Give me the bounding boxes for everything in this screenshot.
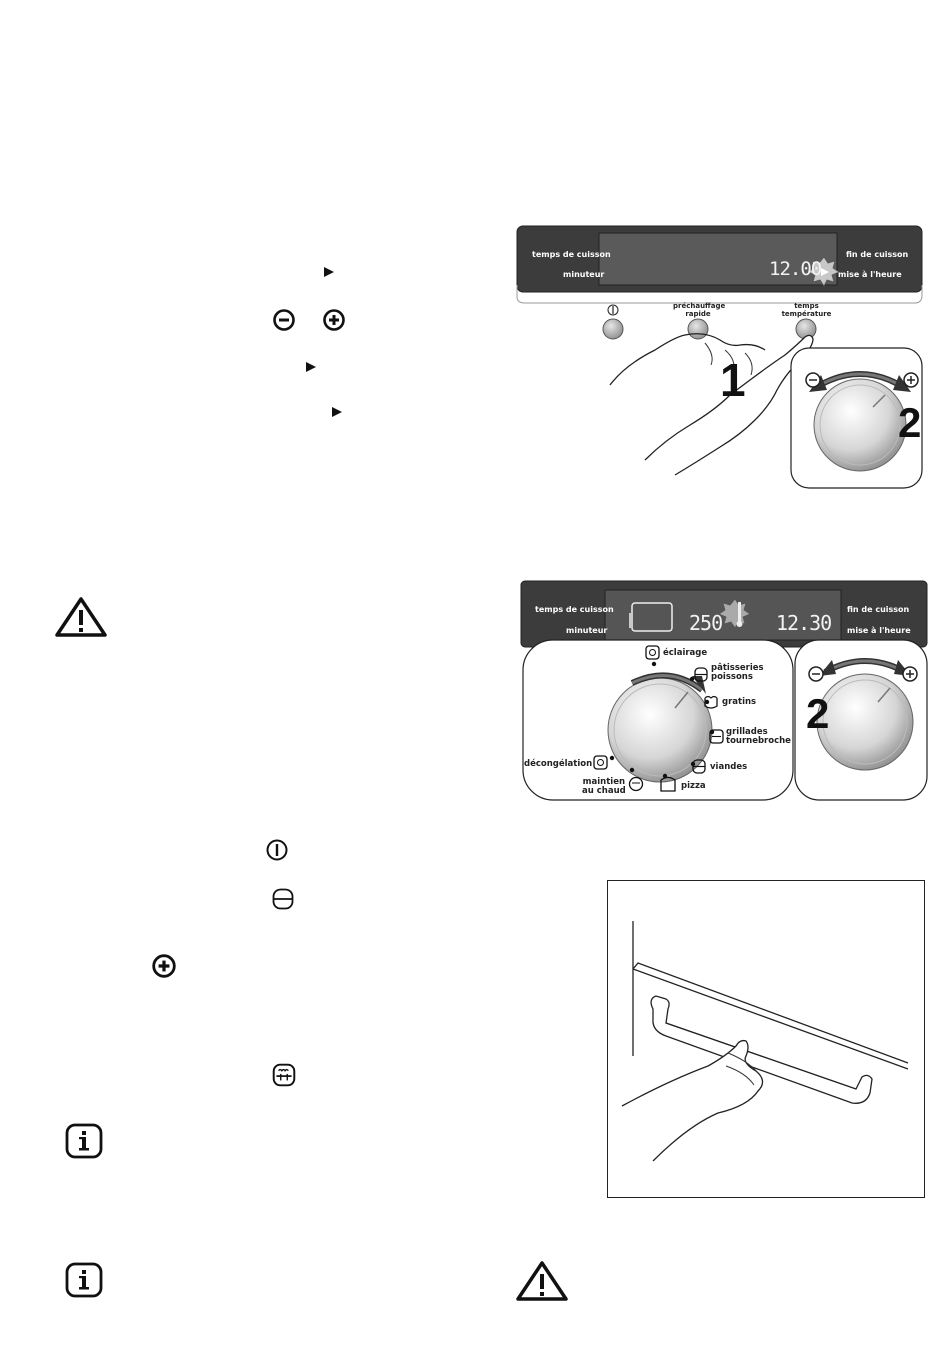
label-end-cooking-2: fin de cuisson bbox=[847, 605, 910, 614]
temperature-knob-2 bbox=[817, 674, 913, 770]
grill-mode-icon bbox=[271, 1062, 297, 1088]
play-arrow-icon bbox=[323, 266, 335, 278]
label-clock-set: mise à l'heure bbox=[838, 270, 902, 279]
warning-triangle-icon bbox=[515, 1260, 569, 1302]
plus-circle-icon bbox=[322, 308, 346, 332]
info-icon bbox=[65, 1123, 103, 1159]
warning-triangle-icon bbox=[54, 596, 108, 638]
step-number-2b: 2 bbox=[806, 690, 830, 737]
minus-circle-icon bbox=[272, 308, 296, 332]
function-defrost: décongélation bbox=[524, 759, 593, 769]
function-meats: viandes bbox=[710, 762, 748, 772]
play-arrow-icon bbox=[305, 361, 317, 373]
function-lighting: éclairage bbox=[663, 648, 708, 658]
function-keep-warm: maintien au chaud bbox=[582, 777, 626, 796]
oven-door-illustration bbox=[607, 880, 925, 1198]
label-time-temperature: temps température bbox=[781, 302, 832, 318]
info-icon bbox=[65, 1262, 103, 1298]
step-number-2: 2 bbox=[898, 399, 922, 446]
label-timer: minuteur bbox=[563, 270, 605, 279]
pastry-mode-icon bbox=[271, 887, 295, 911]
label-cooking-time-2: temps de cuisson bbox=[535, 605, 614, 614]
function-pastry-fish: pâtisseries poissons bbox=[711, 663, 764, 682]
plus-circle-icon bbox=[151, 953, 177, 979]
function-grill: grillades tournebroche bbox=[726, 727, 791, 746]
label-clock-set-2: mise à l'heure bbox=[847, 626, 911, 635]
function-gratins: gratins bbox=[722, 697, 757, 707]
control-panel-illustration-1 bbox=[515, 225, 925, 490]
label-end-cooking: fin de cuisson bbox=[846, 250, 909, 259]
play-arrow-icon bbox=[331, 406, 343, 418]
power-icon bbox=[265, 838, 289, 862]
label-rapid-preheat: préchauffage rapide bbox=[673, 302, 726, 318]
label-timer-2: minuteur bbox=[566, 626, 608, 635]
control-panel-illustration-2 bbox=[520, 580, 930, 802]
step-number-1: 1 bbox=[720, 354, 746, 406]
rapid-preheat-button bbox=[688, 319, 708, 339]
display-time-2: 12.30 bbox=[776, 611, 832, 635]
display-temperature: 250 bbox=[689, 611, 723, 635]
temperature-knob bbox=[814, 379, 906, 471]
function-pizza: pizza bbox=[681, 781, 706, 791]
label-cooking-time: temps de cuisson bbox=[532, 250, 611, 259]
display-time: 12.00 bbox=[769, 258, 822, 280]
power-button bbox=[603, 319, 623, 339]
